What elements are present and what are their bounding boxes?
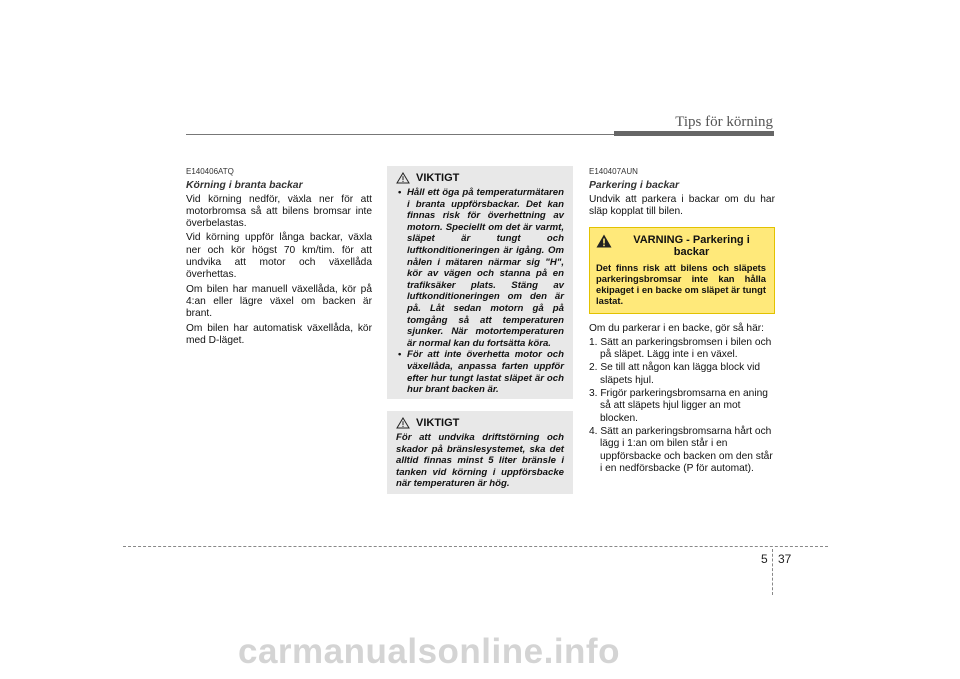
paragraph: Om bilen har manuell växellåda, kör på 4:an eller lägre växel om backen är brant. (186, 283, 372, 320)
watermark: carmanualsonline.info (238, 632, 620, 671)
list-item: 4. Sätt an parkeringsbromsarna hårt och lägg i 1:an om bilen står i en uppförsbacke och backen om den står i en nedförsbacke (P för automat). (589, 425, 773, 474)
header-rule (186, 134, 614, 135)
section-heading: Körning i branta backar (186, 180, 303, 192)
paragraph: Vid körning nedför, växla ner för att motorbromsa så att bilens bromsar inte överbelastas. (186, 193, 372, 230)
footer-divider (772, 549, 773, 595)
caution-item: • För att inte överhetta motor och växellåda, anpassa farten uppför efter hur tungt lastat släpet är och hur brant backen är. (407, 349, 564, 395)
steps-intro: Om du parkerar i en backe, gör så här: (589, 322, 764, 334)
page-number: 37 (778, 552, 792, 566)
paragraph: Undvik att parkera i backar om du har släp kopplat till bilen. (589, 193, 775, 217)
caution-item: • Håll ett öga på temperaturmätaren i branta uppförsbackar. Det kan finnas risk för överhettning av motorn. Speciellt om det är varmt, släpet är tungt och luftkonditioneringen är igång. Om nålen i mätaren närmar sig "H", kör av vägen och stanna på en trafiksäker plats. Stäng av luftkonditioneringen om den är på. Låt sedan motorn gå på tomgång så att temperaturen sjunker. När motortemperaturen är normal kan du fortsätta köra. (407, 187, 564, 349)
section-code: E140407AUN (589, 167, 638, 176)
list-item: 2. Se till att någon kan lägga block vid släpets hjul. (589, 362, 761, 386)
warning-box (589, 227, 775, 313)
list-item: 3. Frigör parkeringsbromsarna en aning så att släpets hjul ligger an mot blocken. (589, 388, 768, 424)
warning-title: VARNING - Parkering i backar (596, 234, 766, 259)
section-number: 5 (761, 552, 768, 566)
section-title: Tips för körning (675, 114, 773, 130)
caution-box-overheating (387, 166, 573, 399)
list-item: 1. Sätt an parkeringsbromsen i bilen och på släpet. Lägg inte i en växel. (589, 336, 772, 361)
paragraph: Vid körning uppför långa backar, växla ner och kör högst 70 km/tim. för att undvika att motor och växellåda överhettas. (186, 232, 372, 281)
warning-text: Det finns risk att bilens och släpets parkeringsbromsar inte kan hålla ekipaget i en backe om släpet är tungt lastat. (596, 261, 766, 307)
steps-list (589, 337, 775, 475)
caution-text: För att undvika driftstörning och skador på bränslesystemet, ska det alltid finnas minst 5 liter bränsle i tanken vid körning i uppförsbacke när temperaturen är hög. (396, 432, 564, 490)
section-heading: Parkering i backar (589, 180, 680, 192)
caution-triangle-icon (396, 172, 410, 184)
footer-rule (123, 546, 828, 547)
left-column (186, 166, 372, 349)
caution-title: VIKTIGT (396, 172, 564, 184)
caution-title: VIKTIGT (396, 417, 564, 429)
warning-triangle-icon (596, 234, 612, 248)
paragraph: Om bilen har automatisk växellåda, kör med D-läget. (186, 322, 372, 346)
caution-box-fuel (387, 411, 573, 494)
section-code: E140406ATQ (186, 167, 234, 176)
caution-triangle-icon (396, 417, 410, 429)
header-rule-accent (614, 131, 774, 136)
right-column (589, 166, 775, 476)
